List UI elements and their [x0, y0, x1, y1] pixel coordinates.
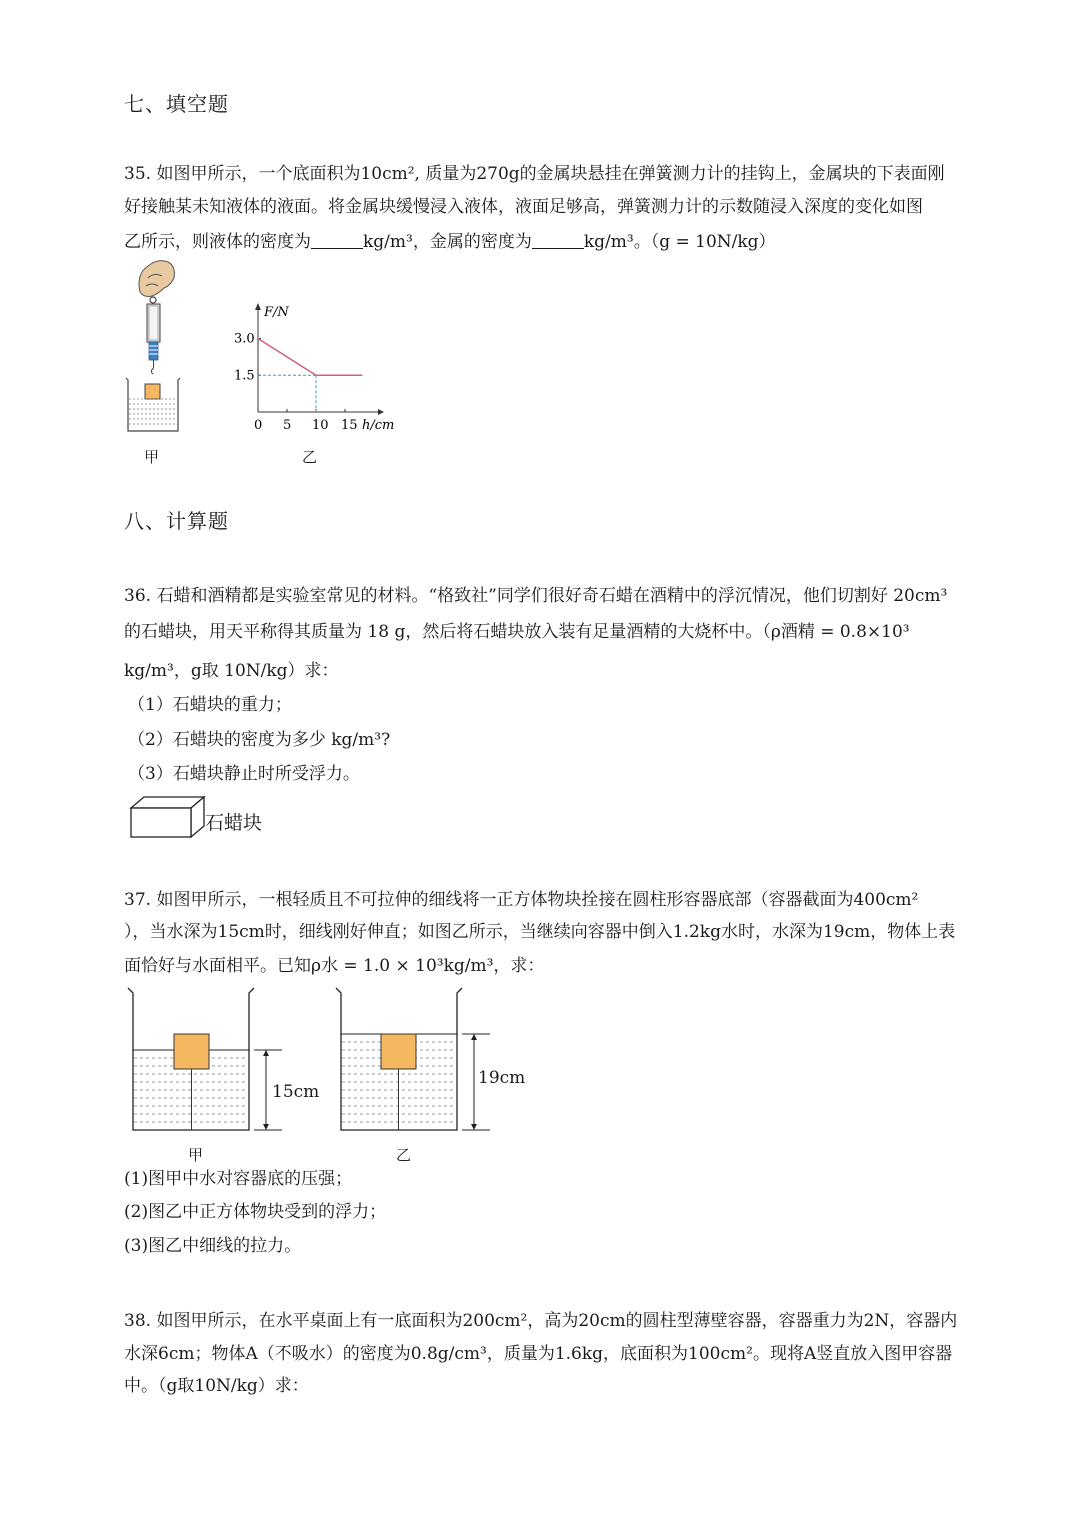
q36-line-2: 的石蜡块，用天平称得其质量为 18 g，然后将石蜡块放入装有足量酒精的大烧杯中。（ρ酒精 = 0.8×10³	[124, 622, 910, 642]
section-heading-calculation: 八、计算题	[124, 509, 229, 533]
q35-line-3b: kg/m³，金属的密度为	[363, 232, 532, 252]
chart-y-tick-label: 3.0	[234, 331, 255, 347]
chart-x-tick-label: 0	[254, 418, 263, 433]
q35-line-3c: kg/m³。（g = 10N/kg）	[583, 232, 776, 252]
q37-dim-yi: 19cm	[478, 1068, 526, 1088]
chart-x-tick-label: 5	[283, 418, 292, 433]
chart-series-line	[258, 339, 362, 376]
chart-x-tick-label: 10	[312, 418, 329, 433]
q35-force-depth-chart	[228, 300, 408, 440]
q38-line-2: 水深6cm；物体A（不吸水）的密度为0.8g/cm³，质量为1.6kg，底面积为100cm²。现将A竖直放入图甲容器	[124, 1344, 953, 1364]
chart-x-tick-label: 15	[341, 418, 358, 433]
q37-part-1: (1)图甲中水对容器底的压强；	[124, 1169, 353, 1189]
q37-part-2: (2)图乙中正方体物块受到的浮力；	[124, 1202, 387, 1222]
q36-part-2: （2）石蜡块的密度为多少 kg/m³?	[128, 730, 391, 750]
q37-line-1: 37. 如图甲所示，一根轻质且不可拉伸的细线将一正方体物块拴接在圆柱形容器底部（容器截面为400cm²	[124, 890, 919, 910]
q35-line-2: 好接触某未知液体的液面。将金属块缓慢浸入液体，液面足够高，弹簧测力计的示数随浸入深度的变化如图	[124, 197, 923, 217]
q37-container-yi	[332, 984, 502, 1136]
q36-wax-block-figure	[128, 794, 210, 842]
q35-blank-metal-density[interactable]	[532, 230, 584, 249]
q37-part-3: (3)图乙中细线的拉力。	[124, 1236, 302, 1256]
chart-y-label: F/N	[264, 305, 289, 320]
chart-x-label: h/cm	[362, 418, 395, 433]
q36-part-3: （3）石蜡块静止时所受浮力。	[128, 764, 360, 784]
q37-fig-yi-caption: 乙	[396, 1146, 412, 1164]
q36-line-3: kg/m³，g取 10N/kg）求：	[124, 661, 339, 681]
q35-figure-spring-scale	[118, 256, 198, 438]
chart-y-axis-arrow	[255, 303, 261, 310]
q35-line-3	[124, 226, 776, 259]
section-heading-fill-in: 七、填空题	[124, 92, 229, 116]
q35-figure-yi-caption: 乙	[302, 448, 318, 466]
q35-line-1: 35. 如图甲所示，一个底面积为10cm², 质量为270g的金属块悬挂在弹簧测力计的挂钩上，金属块的下表面刚	[124, 164, 945, 184]
q35-line-3a: 乙所示，则液体的密度为	[124, 232, 311, 252]
q37-dim-jia: 15cm	[272, 1082, 320, 1102]
q35-figure-jia-caption: 甲	[144, 448, 160, 466]
q36-block-label: 石蜡块	[205, 812, 263, 834]
q36-part-1: （1）石蜡块的重力；	[128, 695, 292, 715]
q35-blank-liquid-density[interactable]	[311, 230, 363, 249]
chart-x-axis-arrow	[378, 409, 384, 415]
q38-line-1: 38. 如图甲所示，在水平桌面上有一底面积为200cm²，高为20cm的圆柱型薄壁容器，容器重力为2N，容器内	[124, 1311, 958, 1331]
q38-line-3: 中。（g取10N/kg）求：	[124, 1376, 309, 1396]
q37-line-2: ），当水深为15cm时，细线刚好伸直；如图乙所示，当继续向容器中倒入1.2kg水时，水深为19cm，物体上表	[124, 922, 956, 942]
chart-y-tick-label: 1.5	[234, 368, 255, 384]
q36-line-1: 36. 石蜡和酒精都是实验室常见的材料。“格致社”同学们很好奇石蜡在酒精中的浮沉情况，他们切割好 20cm³	[124, 586, 948, 606]
q37-container-jia	[124, 984, 294, 1136]
q37-fig-jia-caption: 甲	[188, 1146, 204, 1164]
q37-line-3: 面恰好与水面相平。已知ρ水 = 1.0 × 10³kg/m³，求：	[124, 956, 545, 976]
